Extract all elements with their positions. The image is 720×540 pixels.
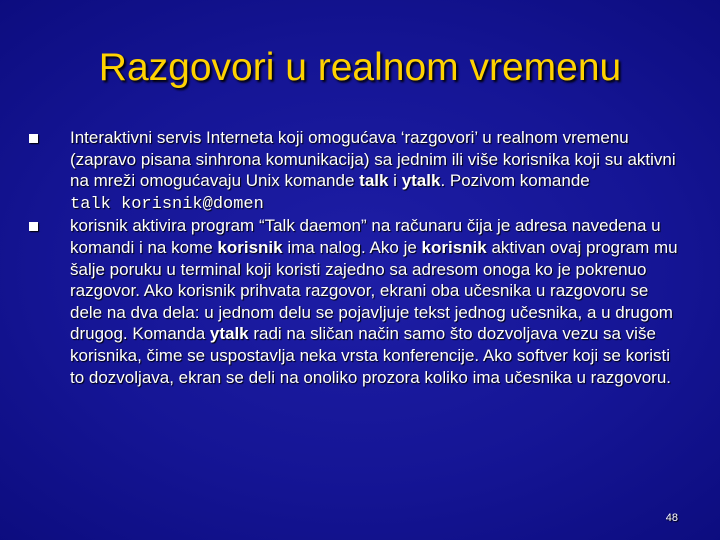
bullet-item <box>70 127 685 215</box>
square-bullet-icon <box>29 134 38 143</box>
text-segment: . Pozivom komande <box>440 171 590 191</box>
command-ytalk: ytalk <box>209 324 249 344</box>
keyword-korisnik: korisnik <box>217 237 283 257</box>
bullet-item <box>70 215 685 388</box>
square-bullet-icon <box>29 222 38 231</box>
bullet-list <box>70 127 685 388</box>
command-talk: talk <box>359 171 389 191</box>
keyword-korisnik: korisnik <box>421 237 487 257</box>
text-segment: Interaktivni servis Interneta koji omogućava ‘razgovori’ u realnom vremenu (zapravo pisana sinhrona komunikacija) sa jednim ili više korisnika koji su aktivni na mreži omogućavaju Unix komande <box>70 128 676 191</box>
text-segment: aktivan ovaj program mu šalje poruku u terminal koji koristi zajedno sa adresom onoga ko je pokrenuo razgovor. Ako korisnik prihvata razgovor, ekrani oba učesnika u razgovoru se dele na dva dela: u jednom delu se pojavljuje tekst jednog učesnika, a u drugom drugog. Komanda <box>70 237 678 344</box>
text-segment: radi na sličan način samo što dozvoljava vezu sa više korisnika, čime se uspostavlja neka vrsta konferencije. Ako softver koji se koristi to dozvoljava, ekran se deli na onoliko prozora koliko ima učesnika u razgovoru. <box>70 324 671 387</box>
command-ytalk: ytalk <box>401 171 441 191</box>
bullet-text <box>70 127 685 215</box>
text-segment: korisnik aktivira program “Talk daemon” na računaru čija je adresa navedena u komandi i na kome <box>70 216 661 257</box>
slide-title: Razgovori u realnom vremenu <box>98 46 622 89</box>
slide-number: 48 <box>665 512 678 524</box>
bullet-text <box>70 215 685 388</box>
text-segment: i <box>388 171 402 191</box>
text-segment: ima nalog. Ako je <box>282 237 422 257</box>
command-example: talk korisnik@domen <box>70 194 264 214</box>
